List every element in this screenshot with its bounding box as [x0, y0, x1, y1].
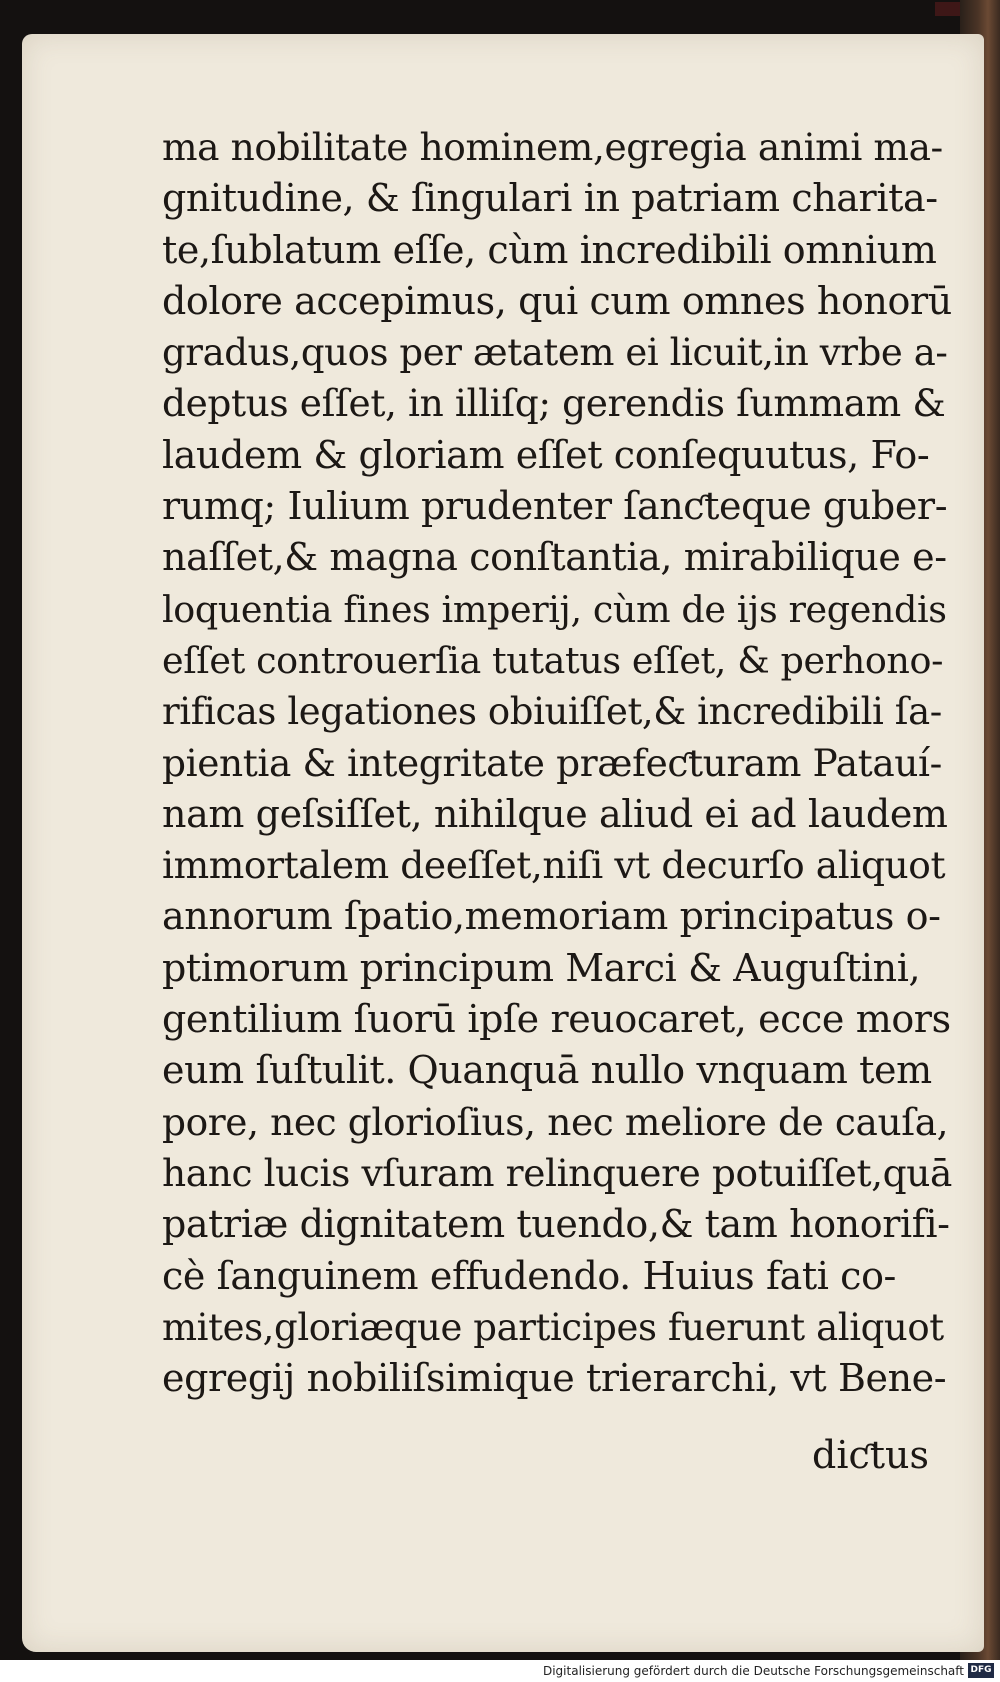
text-line: cè ſanguinem effudendo. Huius fati co‐ — [162, 1253, 896, 1298]
text-line: loquentia fines imperij, cùm de ijs regendis — [162, 587, 947, 631]
text-line: gnitudine, & ſingulari in patriam charita‐ — [162, 176, 938, 221]
text-line: mites,gloriæque participes fuerunt aliquot — [162, 1305, 944, 1349]
text-line: eum ſuſtulit. Quanquā nullo vnquam tem — [162, 1048, 932, 1093]
text-line: egregij nobiliſsimique trierarchi, vt Bene‐ — [162, 1356, 947, 1401]
catchword: diƈtus — [812, 1433, 930, 1477]
digitization-credit: Digitalisierung gefördert durch die Deutsche Forschungsgemeinschaft — [542, 1664, 964, 1678]
text-line: pore, nec glorioſius, nec meliore de cauſa, — [162, 1099, 949, 1144]
text-line: dolore accepimus, qui cum omnes honorū — [162, 278, 952, 323]
text-line: te,ſublatum eſſe, cùm incredibili omnium — [162, 227, 937, 272]
text-line: rumq; Iulium prudenter ſanƈteque guber‐ — [162, 484, 948, 529]
text-line: naſſet,& magna conſtantia, mirabilique e‐ — [162, 535, 947, 580]
text-line: annorum ſpatio,memoriam principatus o‐ — [162, 894, 941, 939]
body-text — [162, 122, 952, 1404]
text-line: immortalem deeſſet,niſi vt decurſo aliquot — [162, 843, 946, 888]
text-line: laudem & gloriam eſſet conſequutus, Fo‐ — [162, 432, 930, 477]
text-line: gentilium ſuorū ipſe reuocaret, ecce mors — [162, 997, 951, 1042]
text-line: ptimorum principum Marci & Auguſtini, — [162, 945, 921, 990]
text-line: eſſet controuerſia tutatus eſſet, & perhono‐ — [162, 638, 944, 682]
text-line: nam geſsiſſet, nihilque aliud ei ad laudem — [162, 791, 948, 836]
text-line: hanc lucis vſuram relinquere potuiſſet,quā — [162, 1150, 952, 1195]
dfg-logo-icon: DFG — [968, 1663, 994, 1678]
text-line: ma nobilitate hominem,egregia animi ma‐ — [162, 125, 943, 169]
text-line: gradus,quos per ætatem ei licuit,in vrbe a‐ — [162, 331, 948, 375]
text-line: patriæ dignitatem tuendo,& tam honorifi‐ — [162, 1202, 950, 1247]
text-line: rificas legationes obiuiſſet,& incredibili ſa‐ — [162, 690, 942, 734]
text-line: pientia & integritate præfeƈturam Patauí‐ — [162, 740, 942, 785]
text-line: deptus eſſet, in illiſq; gerendis ſummam & — [162, 381, 946, 426]
book-page — [22, 34, 984, 1652]
